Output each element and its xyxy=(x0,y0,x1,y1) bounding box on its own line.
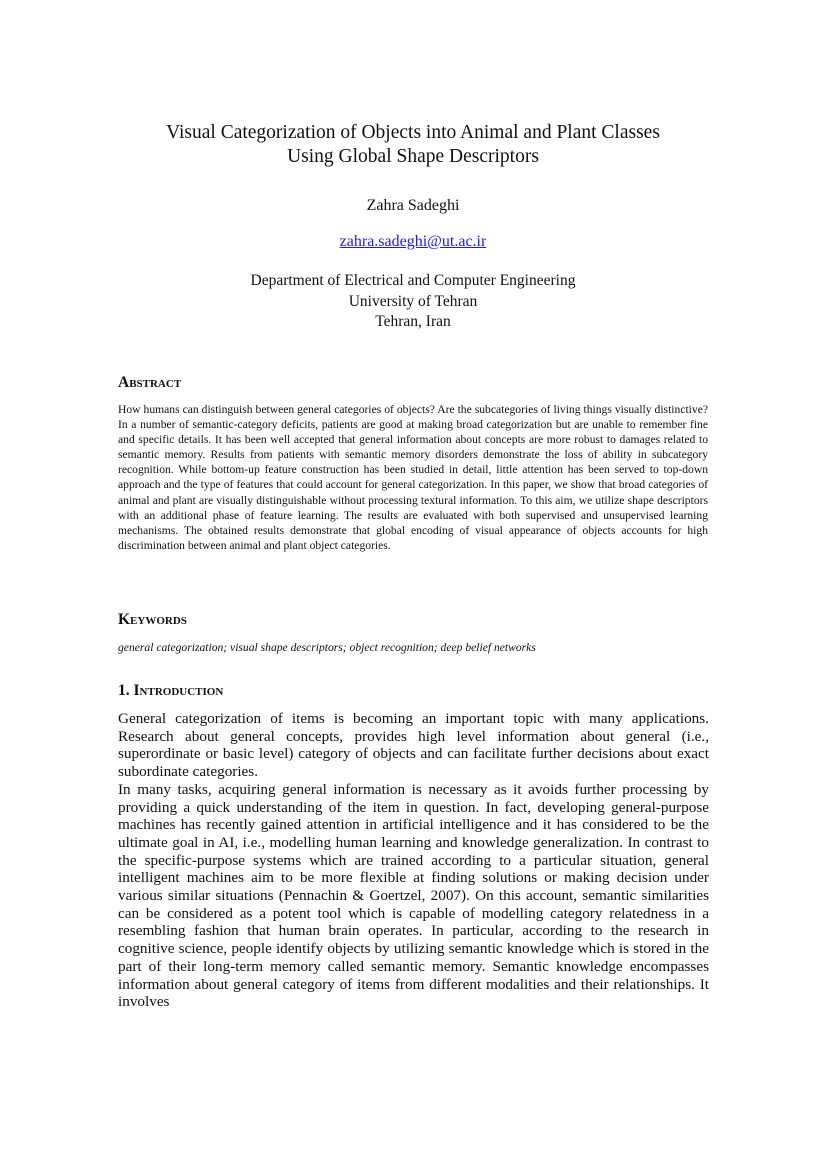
author-email xyxy=(0,232,826,252)
abstract-heading: Abstract xyxy=(118,374,182,391)
email-link[interactable]: zahra.sadeghi@ut.ac.ir xyxy=(339,233,487,250)
title-line-2: Using Global Shape Descriptors xyxy=(287,146,539,167)
keywords-text: general categorization; visual shape descriptors; object recognition; deep belief networks xyxy=(118,641,536,654)
paper-title xyxy=(0,121,826,169)
introduction-heading: 1. Introduction xyxy=(118,682,224,699)
affiliation-university: University of Tehran xyxy=(348,292,478,310)
title-line-1: Visual Categorization of Objects into Animal and Plant Classes xyxy=(166,122,660,143)
keywords-heading: Keywords xyxy=(118,611,187,628)
affiliation xyxy=(0,271,826,333)
introduction-body xyxy=(118,710,709,1011)
affiliation-location: Tehran, Iran xyxy=(375,313,451,330)
abstract-text: How humans can distinguish between general categories of objects? Are the subcategories of living things visually distinctive? In a number of semantic-category deficits, patients are good at making broad categorization but are unable to remember fine and specific details. It has been well accepted that general information about concepts are more robust to damages related to semantic memory. Results from patients with semantic memory disorders demonstrate the loss of ability in subcategory recognition. While bottom-up feature construction has been studied in detail, little attention has been served to top-down approach and the type of features that could account for general categorization. In this paper, we show that broad categories of animal and plant are visually distinguishable without processing textural information. To this aim, we utilize shape descriptors with an additional phase of feature learning. The results are evaluated with both supervised and unsupervised learning mechanisms. The obtained results demonstrate that global encoding of visual appearance of objects accounts for high discrimination between animal and plant object categories. xyxy=(118,403,708,552)
introduction-paragraph-1: General categorization of items is becoming an important topic with many applications. Research about general concepts, provides high level information about general (i.e., superordinate or basic level) category of objects and can facilitate further decisions about exact subordinate categories. xyxy=(118,710,709,781)
affiliation-department: Department of Electrical and Computer Engineering xyxy=(250,272,576,289)
introduction-paragraph-2: In many tasks, acquiring general information is necessary as it avoids further processing by providing a quick understanding of the item in question. In fact, developing general-purpose machines has recently gained attention in artificial intelligence and it has considered to be the ultimate goal in AI, i.e., modelling human learning and knowledge generalization. In contrast to the specific-purpose systems which are trained according to a particular situation, general intelligent machines aim to be more flexible at finding solutions or making decision under various similar situations (Pennachin & Goertzel, 2007). On this account, semantic similarities can be considered as a potent tool which is capable of modelling category relatedness in a resembling fashion that human brain operates. In particular, according to the research in cognitive science, people identify objects by utilizing semantic knowledge which is stored in the part of their long-term memory called semantic memory. Semantic knowledge encompasses information about general category of items from different modalities and their relationships. It involves xyxy=(118,780,709,1011)
author-name: Zahra Sadeghi xyxy=(366,197,460,214)
